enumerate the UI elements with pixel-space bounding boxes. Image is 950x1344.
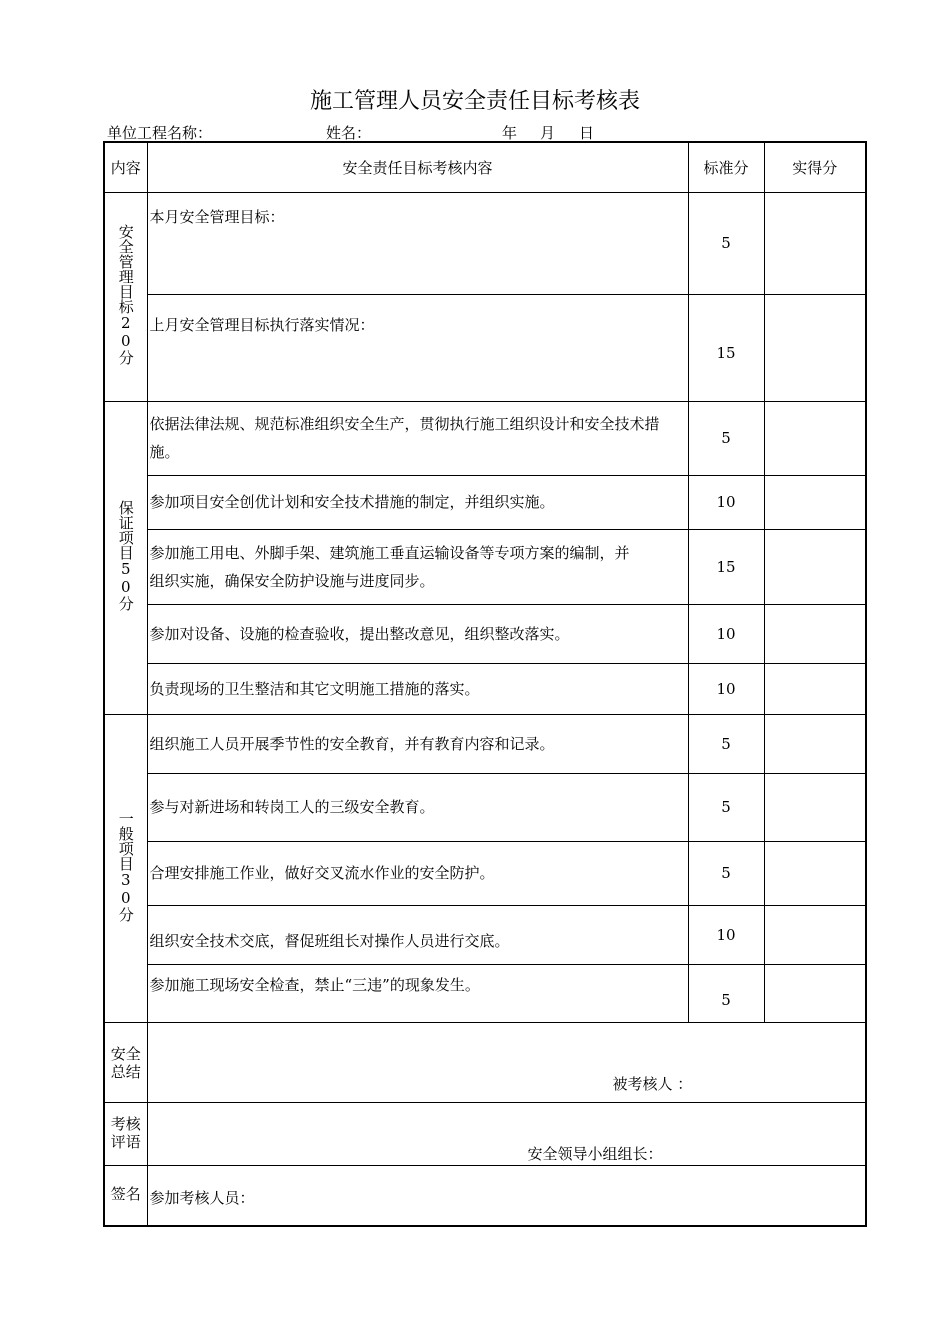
- summary-field[interactable]: [147, 1022, 866, 1102]
- table-row: [104, 663, 866, 714]
- standard-score: 10: [688, 604, 764, 663]
- header-standard-score: 标准分: [688, 142, 764, 192]
- actual-score-field[interactable]: [764, 192, 866, 294]
- actual-score-field[interactable]: [764, 475, 866, 529]
- table-row: [104, 529, 866, 604]
- standard-score: 5: [688, 841, 764, 905]
- standard-score: 15: [688, 529, 764, 604]
- header-content: 内容: [104, 142, 147, 192]
- standard-score: 5: [688, 192, 764, 294]
- signature-field[interactable]: [147, 1165, 866, 1226]
- actual-score-field[interactable]: [764, 905, 866, 964]
- header-assessment: 安全责任目标考核内容: [147, 142, 688, 192]
- participants-label: 参加考核人员：: [149, 1188, 255, 1207]
- table-row: [104, 604, 866, 663]
- criterion-text: 参加施工用电、外脚手架、建筑施工垂直运输设备等专项方案的编制，并组织实施，确保安全防护设施与进度同步。: [147, 529, 688, 604]
- standard-score: 5: [688, 401, 764, 475]
- comment-field[interactable]: [147, 1102, 866, 1165]
- comment-label: 考核评语: [104, 1102, 147, 1165]
- table-row: [104, 475, 866, 529]
- criterion-text: 负责现场的卫生整洁和其它文明施工措施的落实。: [147, 663, 688, 714]
- section-label-safety-management: 安全管理目标20分: [104, 192, 147, 401]
- standard-score: 10: [688, 475, 764, 529]
- table-row: [104, 294, 866, 401]
- table-row: [104, 773, 866, 841]
- leader-signature-label: 安全领导小组组长：: [527, 1144, 663, 1163]
- header-row: [104, 142, 866, 192]
- criterion-text: 参加项目安全创优计划和安全技术措施的制定，并组织实施。: [147, 475, 688, 529]
- signature-label: 签名: [104, 1165, 147, 1226]
- year-label: 年: [502, 124, 518, 142]
- standard-score: 5: [688, 964, 764, 1022]
- table-row: [104, 905, 866, 964]
- table-row: [104, 964, 866, 1022]
- table-row: [104, 192, 866, 294]
- standard-score: 15: [688, 294, 764, 401]
- criterion-text: 上月安全管理目标执行落实情况：: [147, 294, 688, 401]
- table-row: [104, 401, 866, 475]
- table-row: [104, 841, 866, 905]
- person-name-label: 姓名：: [326, 124, 372, 142]
- actual-score-field[interactable]: [764, 773, 866, 841]
- actual-score-field[interactable]: [764, 663, 866, 714]
- assessee-signature-label: 被考核人 ：: [612, 1074, 693, 1093]
- standard-score: 5: [688, 773, 764, 841]
- assessment-table: [103, 141, 867, 1227]
- criterion-text: 本月安全管理目标：: [147, 192, 688, 294]
- day-label: 日: [579, 124, 595, 142]
- actual-score-field[interactable]: [764, 529, 866, 604]
- comment-row: [104, 1102, 866, 1165]
- standard-score: 5: [688, 714, 764, 773]
- criterion-text: 依据法律法规、规范标准组织安全生产，贯彻执行施工组织设计和安全技术措施。: [147, 401, 688, 475]
- actual-score-field[interactable]: [764, 964, 866, 1022]
- page-title: 施工管理人员安全责任目标考核表: [309, 89, 640, 114]
- header-actual-score: 实得分: [764, 142, 866, 192]
- standard-score: 10: [688, 663, 764, 714]
- actual-score-field[interactable]: [764, 401, 866, 475]
- criterion-text: 组织施工人员开展季节性的安全教育，并有教育内容和记录。: [147, 714, 688, 773]
- summary-row: [104, 1022, 866, 1102]
- criterion-text: 参加对设备、设施的检查验收，提出整改意见，组织整改落实。: [147, 604, 688, 663]
- standard-score: 10: [688, 905, 764, 964]
- signature-row: [104, 1165, 866, 1226]
- criterion-text: 参加施工现场安全检查，禁止“三违”的现象发生。: [147, 964, 688, 1022]
- criterion-text: 参与对新进场和转岗工人的三级安全教育。: [147, 773, 688, 841]
- criterion-text: 组织安全技术交底，督促班组长对操作人员进行交底。: [147, 905, 688, 964]
- actual-score-field[interactable]: [764, 294, 866, 401]
- summary-label: 安全总结: [104, 1022, 147, 1102]
- unit-name-label: 单位工程名称：: [107, 124, 213, 142]
- actual-score-field[interactable]: [764, 604, 866, 663]
- month-label: 月: [540, 124, 556, 142]
- section-label-general-items: 一般项目30分: [104, 714, 147, 1022]
- actual-score-field[interactable]: [764, 841, 866, 905]
- actual-score-field[interactable]: [764, 714, 866, 773]
- table-row: [104, 714, 866, 773]
- criterion-text: 合理安排施工作业，做好交叉流水作业的安全防护。: [147, 841, 688, 905]
- section-label-guarantee-items: 保证项目50分: [104, 401, 147, 714]
